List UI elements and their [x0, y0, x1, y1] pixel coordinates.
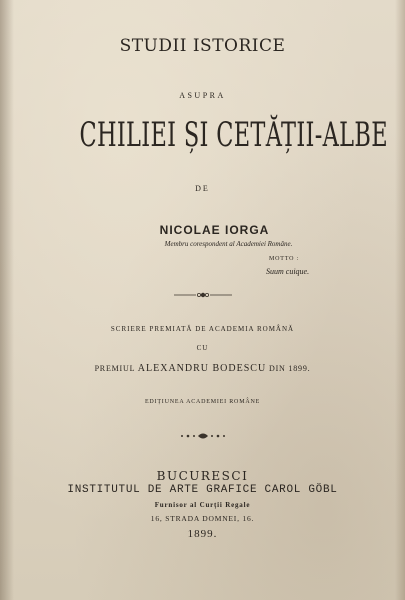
motto-quote: Suum cuique. — [266, 267, 310, 276]
city: BUCURESCI — [156, 469, 249, 483]
main-title-wrap — [0, 115, 405, 155]
author-role: Membru corespondent al Academiei Române. — [164, 240, 293, 248]
prize-name: ALEXANDRU BODESCU — [137, 363, 267, 374]
edition-line: EDIȚIUNEA ACADEMIEI ROMÂNE — [144, 399, 261, 405]
address: 16, STRADA DOMNEI, 16. — [150, 514, 255, 523]
main-title: CHILIEI ȘI CETĂȚII-ALBE — [79, 115, 388, 155]
by-line: DE — [195, 184, 210, 193]
prize-suffix: DIN 1899. — [269, 364, 311, 373]
author-name: NICOLAE IORGA — [159, 223, 270, 237]
page-edge-shadow-left — [0, 0, 14, 600]
publisher-role: Furnisor al Curții Regale — [154, 501, 251, 509]
year: 1899. — [187, 528, 218, 540]
page-edge-shadow-right — [395, 0, 405, 600]
award-with: CU — [196, 344, 209, 352]
prize-prefix: PREMIUL — [94, 364, 135, 373]
publisher: INSTITUTUL DE ARTE GRAFICE CAROL GÖBL — [67, 484, 338, 496]
preposition: ASUPRA — [179, 91, 226, 100]
motto-label: MOTTO : — [269, 256, 299, 262]
ornament-divider-top — [172, 290, 234, 300]
award-line: SCRIERE PREMIATĂ DE ACADEMIA ROMÂNĂ — [110, 325, 295, 333]
prize-line — [0, 364, 405, 374]
series-title: STUDII ISTORICE — [119, 36, 286, 56]
ornament-divider-bottom — [172, 431, 234, 441]
